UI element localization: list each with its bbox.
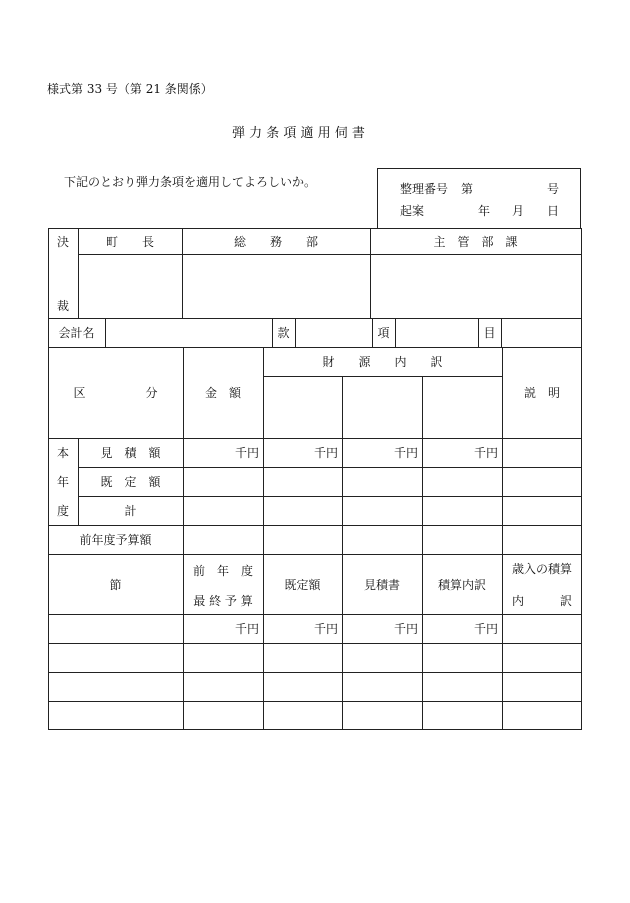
- page-title: 弾 力 条 項 適 用 伺 書: [232, 126, 365, 141]
- current-year-char-1: 本: [56, 446, 69, 460]
- mayor-header: 町 長: [105, 234, 154, 249]
- prev-final-header-line1: 前 年 度: [192, 563, 253, 578]
- decision-label-top: 決: [56, 234, 69, 249]
- total-label: 計: [124, 504, 137, 518]
- funding-breakdown-header: 財 源 内 訳: [322, 355, 443, 369]
- funding-2-unit: 千円: [393, 446, 418, 460]
- estimate-amount-label: 見 積 額: [100, 446, 161, 460]
- general-affairs-header: 総 務 部: [233, 234, 318, 249]
- established-amount-label: 既 定 額: [100, 475, 161, 489]
- established-unit: 千円: [313, 622, 338, 636]
- kou-label: 項: [377, 326, 390, 340]
- reference-number-label: 整理番号: [400, 182, 449, 196]
- calc-breakdown-unit: 千円: [473, 622, 498, 636]
- prev-final-header-line2: 最 終 予 算: [193, 593, 253, 608]
- account-name-label: 会計名: [58, 326, 95, 340]
- prev-final-unit: 千円: [234, 622, 259, 636]
- current-year-char-3: 度: [56, 504, 69, 518]
- funding-1-unit: 千円: [313, 446, 338, 460]
- funding-3-unit: 千円: [473, 446, 498, 460]
- moku-field[interactable]: [502, 319, 581, 347]
- mayor-seal-field[interactable]: [79, 255, 182, 318]
- reference-box: [377, 168, 581, 228]
- revenue-header-line2: 内 訳: [511, 593, 572, 608]
- department-seal-field[interactable]: [371, 255, 581, 318]
- reference-number-suffix: 号: [547, 182, 560, 196]
- general-affairs-seal-field[interactable]: [183, 255, 370, 318]
- decision-label-bottom: 裁: [56, 298, 69, 313]
- kan-label: 款: [277, 326, 290, 340]
- intro-text: 下記のとおり弾力条項を適用してよろしいか。: [64, 175, 317, 189]
- amount-unit: 千円: [234, 446, 259, 460]
- established-header: 既定額: [284, 577, 321, 592]
- drafted-year: 年: [478, 204, 491, 218]
- calc-breakdown-header: 積算内訳: [437, 577, 486, 592]
- drafted-label: 起案: [400, 204, 425, 218]
- drafted-day: 日: [547, 204, 560, 218]
- account-name-field[interactable]: [106, 319, 272, 347]
- form-number: 様式第 33 号（第 21 条関係）: [47, 82, 213, 96]
- prev-year-budget-label: 前年度予算額: [79, 533, 152, 547]
- moku-label: 目: [483, 326, 496, 340]
- kan-field[interactable]: [296, 319, 372, 347]
- current-year-char-2: 年: [56, 475, 69, 489]
- department-header: 主 管 部 課: [433, 234, 518, 249]
- amount-header: 金 額: [204, 386, 241, 400]
- category-header: 区 分: [73, 386, 158, 400]
- kou-field[interactable]: [396, 319, 478, 347]
- explanation-header: 説 明: [523, 386, 560, 400]
- reference-number-prefix: 第: [461, 182, 474, 196]
- drafted-month: 月: [512, 204, 525, 218]
- section-header: 節: [109, 577, 122, 592]
- estimate-unit: 千円: [393, 622, 418, 636]
- estimate-header: 見積書: [363, 577, 400, 592]
- revenue-header-line1: 歳入の積算: [511, 561, 572, 576]
